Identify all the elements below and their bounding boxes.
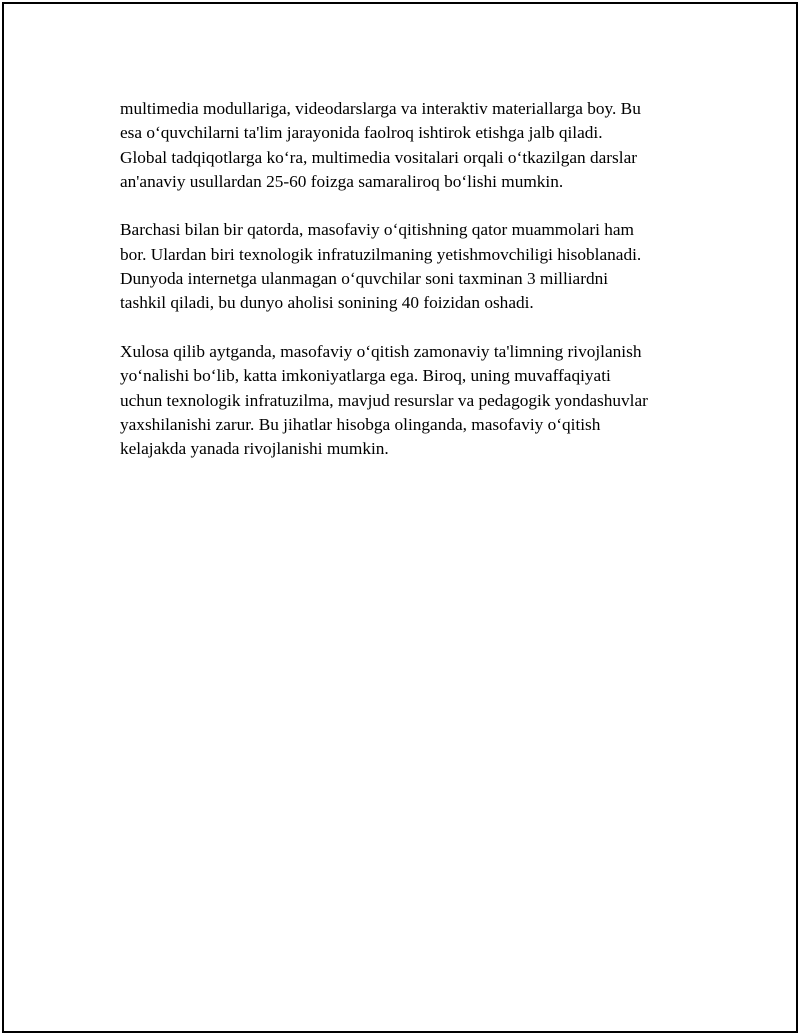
paragraph-multimedia: multimedia modullariga, videodarslarga va interaktiv materiallarga boy. Bu esa o‘quvchilarni ta'lim jarayonida faolroq ishtirok etishga jalb qiladi. Global tadqiqotlarga ko‘ra, multimedia vositalari orqali o‘tkazilgan darslar an'anaviy usullardan 25-60 foizga samaraliroq bo‘lishi mumkin. [120, 99, 641, 191]
document-page [2, 2, 798, 1033]
paragraph-conclusion: Xulosa qilib aytganda, masofaviy o‘qitish zamonaviy ta'limning rivojlanish yo‘nalishi bo‘lib, katta imkoniyatlarga ega. Biroq, uning muvaffaqiyati uchun texnologik infratuzilma, mavjud resurslar va pedagogik yondashuvlar yaxshilanishi zarur. Bu jihatlar hisobga olinganda, masofaviy o‘qitish kelajakda yanada rivojlanishi mumkin. [120, 341, 648, 459]
document-body [120, 97, 690, 486]
paragraph-challenges: Barchasi bilan bir qatorda, masofaviy o‘qitishning qator muammolari ham bor. Ulardan biri texnologik infratuzilmaning yetishmovchiligi hisoblanadi. Dunyoda internetga ulanmagan o‘quvchilar soni taxminan 3 milliardni tashkil qiladi, bu dunyo aholisi sonining 40 foizidan oshadi. [120, 220, 642, 313]
